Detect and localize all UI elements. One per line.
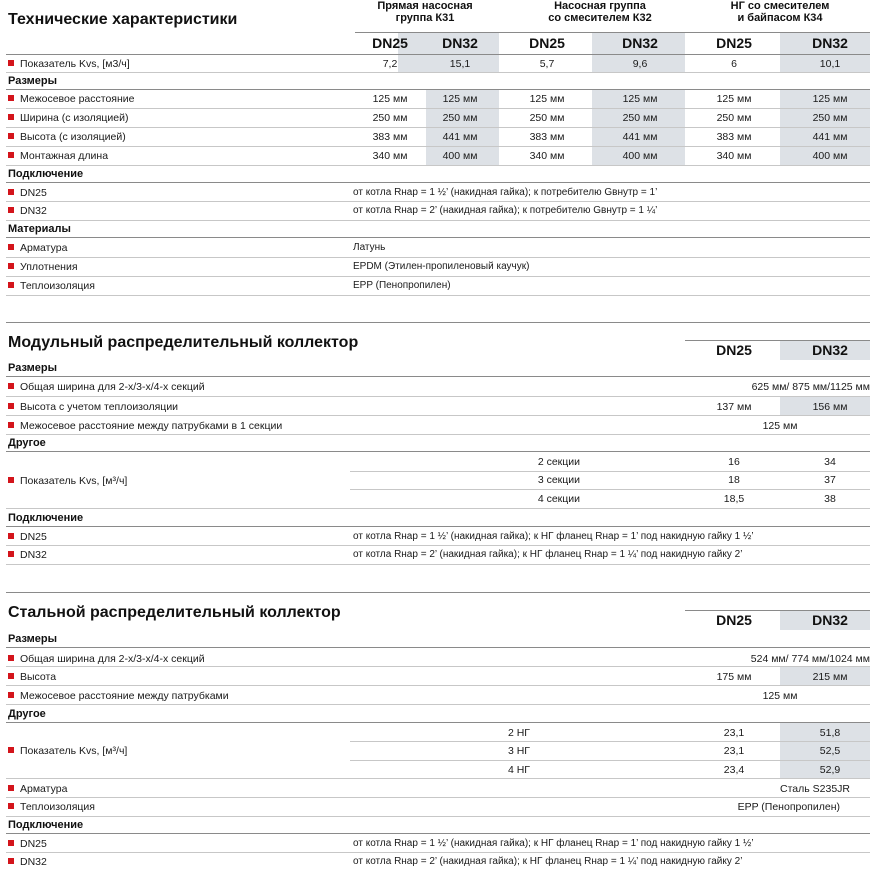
row-label-text: Общая ширина для 2-х/3-х/4-х секций [20, 381, 205, 393]
sub-row-name: 3 НГ [507, 745, 530, 757]
value-cell: 625 мм/ 875 мм/1125 мм [751, 381, 870, 393]
bullet-icon [8, 244, 14, 250]
row-label [8, 205, 47, 217]
row-label [8, 187, 47, 199]
row-label [8, 745, 127, 757]
value-cell: 250 мм [812, 112, 848, 124]
value-cell: 23,1 [723, 745, 745, 757]
dn-header: DN32 [812, 35, 848, 51]
dn-header: DN25 [716, 342, 752, 358]
value-cell: 18,5 [723, 493, 745, 505]
value-cell: 125 мм [812, 93, 848, 105]
row-label [8, 381, 205, 393]
value-cell: 9,6 [632, 58, 648, 70]
bullet-icon [8, 207, 14, 213]
value-cell: 125 мм [529, 93, 565, 105]
value-cell: 383 мм [372, 131, 408, 143]
bullet-icon [8, 533, 14, 539]
row-label-text: DN25 [20, 838, 47, 850]
value-cell: 52,5 [819, 745, 841, 757]
value-cell: 400 мм [622, 150, 658, 162]
row-label-text: DN25 [20, 531, 47, 543]
row-label-text: Теплоизоляция [20, 280, 95, 292]
bullet-icon [8, 422, 14, 428]
value-cell: 340 мм [372, 150, 408, 162]
value-cell: 250 мм [529, 112, 565, 124]
row-label-text: DN25 [20, 187, 47, 199]
section-title: Технические характеристики [8, 11, 238, 28]
row-label [8, 242, 67, 254]
row-label-text: Показатель Kvs, [м³/ч] [20, 745, 128, 757]
row-label [8, 58, 130, 70]
group-title: Размеры [8, 75, 58, 87]
value-cell: 250 мм [372, 112, 408, 124]
connection-text: от котла Rнар = 2’ (накидная гайка); к НГ фланец Rнар = 1 ¼’ под накидную гайку 2’ [353, 856, 743, 867]
row-label [8, 131, 126, 143]
row-label [8, 261, 78, 273]
row-label [8, 783, 67, 795]
value-cell: 125 мм [442, 93, 478, 105]
bullet-icon [8, 189, 14, 195]
value-cell: 16 [728, 456, 740, 468]
material-text: Латунь [353, 242, 386, 253]
row-label [8, 856, 47, 868]
row-label [8, 475, 127, 487]
value-cell: 125 мм [372, 93, 408, 105]
dn-header: DN32 [622, 35, 658, 51]
material-text: EPDM (Этилен-пропиленовый каучук) [353, 261, 530, 272]
row-label-text: DN32 [20, 205, 47, 217]
bullet-icon [8, 383, 14, 389]
group-title: Подключение [8, 819, 84, 831]
value-cell: 441 мм [812, 131, 848, 143]
value-cell: 37 [824, 474, 836, 486]
bullet-icon [8, 114, 14, 120]
value-cell: 6 [731, 58, 737, 70]
group-header [700, 0, 860, 24]
sub-row-name: 4 секции [537, 493, 580, 505]
row-label-text: Межосевое расстояние между патрубками [20, 690, 229, 702]
value-cell: 23,1 [723, 727, 745, 739]
connection-text: от котла Rнар = 1 ½’ (накидная гайка); к НГ фланец Rнар = 1’ под накидную гайку 1 ½’ [353, 838, 754, 849]
row-label-text: Уплотнения [20, 261, 78, 273]
row-label-text: Высота [20, 671, 57, 683]
group-header-line: со смесителем К32 [548, 12, 652, 24]
row-label-text: Показатель Kvs, [м3/ч] [20, 58, 130, 70]
value-cell: 51,8 [819, 727, 841, 739]
bullet-icon [8, 858, 14, 864]
dn-header: DN25 [716, 35, 752, 51]
connection-text: от котла Rнар = 1 ½’ (накидная гайка); к НГ фланец Rнар = 1’ под накидную гайку 1 ½’ [353, 531, 754, 542]
bullet-icon [8, 282, 14, 288]
section-title: Модульный распределительный коллектор [8, 334, 359, 351]
dn-header: DN32 [812, 342, 848, 358]
row-label [8, 280, 95, 292]
group-header-line: НГ со смесителем [730, 0, 830, 12]
group-title: Подключение [8, 168, 84, 180]
bullet-icon [8, 840, 14, 846]
bullet-icon [8, 785, 14, 791]
value-cell: 250 мм [442, 112, 478, 124]
group-title: Другое [8, 708, 46, 720]
row-label [8, 112, 128, 124]
bullet-icon [8, 60, 14, 66]
value-cell: 137 мм [716, 401, 752, 413]
value-cell: 34 [824, 456, 836, 468]
row-label [8, 420, 282, 432]
group-header-line: Насосная группа [554, 0, 646, 12]
row-label-text: Высота с учетом теплоизоляции [20, 401, 179, 413]
connection-text: от котла Rнар = 2’ (накидная гайка); к потребителю Gвнутр = 1 ¼’ [353, 205, 658, 216]
row-label [8, 690, 229, 702]
value-cell: 400 мм [442, 150, 478, 162]
row-label [8, 401, 178, 413]
bullet-icon [8, 95, 14, 101]
connection-text: от котла Rнар = 1 ½’ (накидная гайка); к потребителю Gвнутр = 1’ [353, 187, 658, 198]
value-cell: 52,9 [819, 764, 841, 776]
value-cell: 5,7 [539, 58, 555, 70]
group-header-line: группа К31 [395, 12, 455, 24]
row-label [8, 150, 108, 162]
row-label-text: Межосевое расстояние [20, 93, 135, 105]
value-cell: 340 мм [716, 150, 752, 162]
value-cell: 23,4 [723, 764, 745, 776]
row-label-text: Арматура [20, 242, 68, 254]
bullet-icon [8, 747, 14, 753]
row-label-text: Монтажная длина [20, 150, 109, 162]
row-label [8, 93, 135, 105]
row-label [8, 531, 47, 543]
value-cell: 441 мм [622, 131, 658, 143]
value-cell: 156 мм [812, 401, 848, 413]
sub-row-name: 4 НГ [507, 764, 530, 776]
dn-header: DN32 [812, 612, 848, 628]
row-label [8, 838, 47, 850]
dn-header: DN25 [716, 612, 752, 628]
value-cell: 15,1 [449, 58, 471, 70]
bullet-icon [8, 152, 14, 158]
row-label-text: Арматура [20, 783, 68, 795]
row-label [8, 671, 56, 683]
value-cell: 383 мм [716, 131, 752, 143]
value-cell: 125 мм [762, 420, 798, 432]
group-header [520, 0, 680, 24]
value-cell: 18 [728, 474, 740, 486]
group-header-line: Прямая насосная [377, 0, 473, 12]
bullet-icon [8, 551, 14, 557]
group-title: Материалы [8, 223, 71, 235]
value-cell: 125 мм [716, 93, 752, 105]
value-cell: 7,2 [382, 58, 398, 70]
row-label-text: Межосевое расстояние между патрубками в 1 секции [20, 420, 283, 432]
dn-header: DN25 [372, 35, 408, 51]
group-title: Подключение [8, 512, 84, 524]
value-cell: 524 мм/ 774 мм/1024 мм [750, 653, 870, 665]
value-cell: EPP (Пенопропилен) [737, 801, 840, 813]
value-cell: 215 мм [812, 671, 848, 683]
bullet-icon [8, 803, 14, 809]
value-cell: 400 мм [812, 150, 848, 162]
group-title: Размеры [8, 633, 58, 645]
row-label [8, 653, 205, 665]
bullet-icon [8, 477, 14, 483]
bullet-icon [8, 673, 14, 679]
value-cell: 125 мм [622, 93, 658, 105]
bullet-icon [8, 133, 14, 139]
value-cell: 250 мм [622, 112, 658, 124]
bullet-icon [8, 403, 14, 409]
value-cell: 38 [824, 493, 836, 505]
value-cell: 383 мм [529, 131, 565, 143]
dn-header: DN32 [442, 35, 478, 51]
row-label-text: Теплоизоляция [20, 801, 95, 813]
row-label [8, 549, 47, 561]
group-title: Другое [8, 437, 46, 449]
value-cell: 340 мм [529, 150, 565, 162]
bullet-icon [8, 655, 14, 661]
row-label-text: Высота (с изоляцией) [20, 131, 126, 143]
group-header [355, 0, 495, 24]
row-label [8, 801, 95, 813]
group-header-line: и байпасом К34 [737, 12, 823, 24]
bullet-icon [8, 263, 14, 269]
value-cell: 10,1 [819, 58, 841, 70]
connection-text: от котла Rнар = 2’ (накидная гайка); к НГ фланец Rнар = 1 ¼’ под накидную гайку 2’ [353, 549, 743, 560]
row-label-text: DN32 [20, 549, 47, 561]
material-text: EPP (Пенопропилен) [353, 280, 451, 291]
value-cell: 175 мм [716, 671, 752, 683]
value-cell: 125 мм [762, 690, 798, 702]
row-label-text: DN32 [20, 856, 47, 868]
group-title: Размеры [8, 362, 58, 374]
section-title: Стальной распределительный коллектор [8, 604, 341, 621]
row-label-text: Общая ширина для 2-х/3-х/4-х секций [20, 653, 205, 665]
bullet-icon [8, 692, 14, 698]
row-label-text: Ширина (с изоляцией) [20, 112, 129, 124]
dn-header: DN25 [529, 35, 565, 51]
sub-row-name: 3 секции [537, 474, 580, 486]
sub-row-name: 2 НГ [507, 727, 530, 739]
value-cell: Сталь S235JR [780, 783, 850, 795]
value-cell: 441 мм [442, 131, 478, 143]
value-cell: 250 мм [716, 112, 752, 124]
row-label-text: Показатель Kvs, [м³/ч] [20, 475, 128, 487]
sub-row-name: 2 секции [537, 456, 580, 468]
